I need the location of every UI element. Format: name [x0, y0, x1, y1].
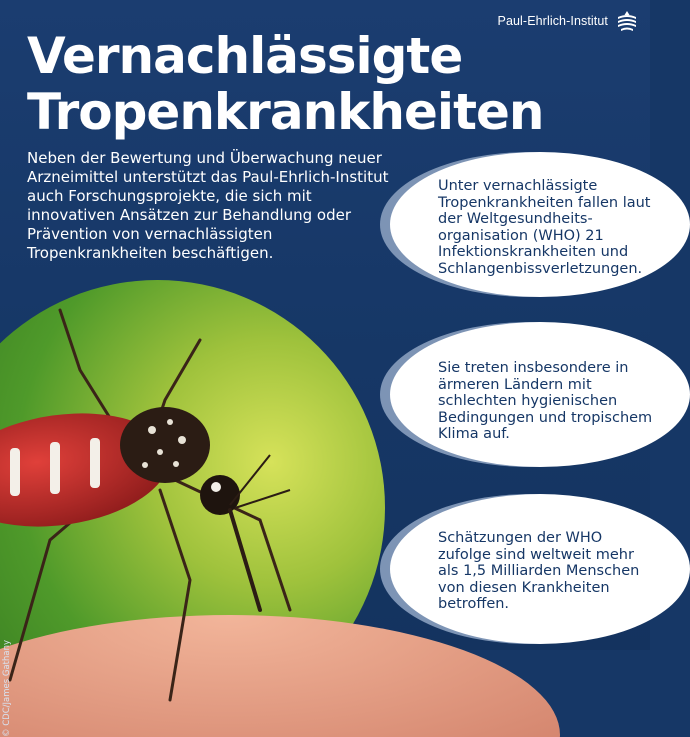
mosquito-photo — [0, 280, 385, 735]
title-line-2: Tropenkrankheiten — [27, 83, 544, 141]
photo-credit-text: © CDC/James Gathany — [2, 640, 12, 737]
fact-bubble-1 — [390, 152, 690, 297]
title-line-1: Vernachlässigte — [27, 27, 463, 85]
page-title — [27, 28, 543, 140]
pei-logo-icon — [616, 10, 638, 32]
mosquito-illustration — [0, 280, 385, 735]
fact-bubble-2 — [390, 322, 690, 467]
fact-bubble-3 — [390, 494, 690, 644]
fact-text-2: Sie treten insbesondere in ärmeren Ländern mit schlechten hygienischen Bedingungen und tropischem Klima auf. — [438, 360, 653, 442]
logo-text: Paul-Ehrlich-Institut — [497, 14, 608, 28]
fact-text-3: Schätzungen der WHO zufolge sind weltweit mehr als 1,5 Milliarden Menschen von diesen Krankheiten betroffen. — [438, 530, 640, 612]
intro-text: Neben der Bewertung und Überwachung neuer Arzneimittel unterstützt das Paul-Ehrlich-Institut auch Forschungsprojekte, die sich mit innovativen Ansätzen zur Behandlung oder Prävention von vernachlässigten Tropenkrankheiten beschäftigen. — [27, 149, 389, 262]
fact-text-1: Unter vernachlässigte Tropenkrankheiten fallen laut der Weltgesundheits-organisation (WHO) 21 Infektionskrankheiten und Schlangenbissverletzungen. — [438, 178, 651, 277]
photo-credit — [2, 560, 12, 737]
